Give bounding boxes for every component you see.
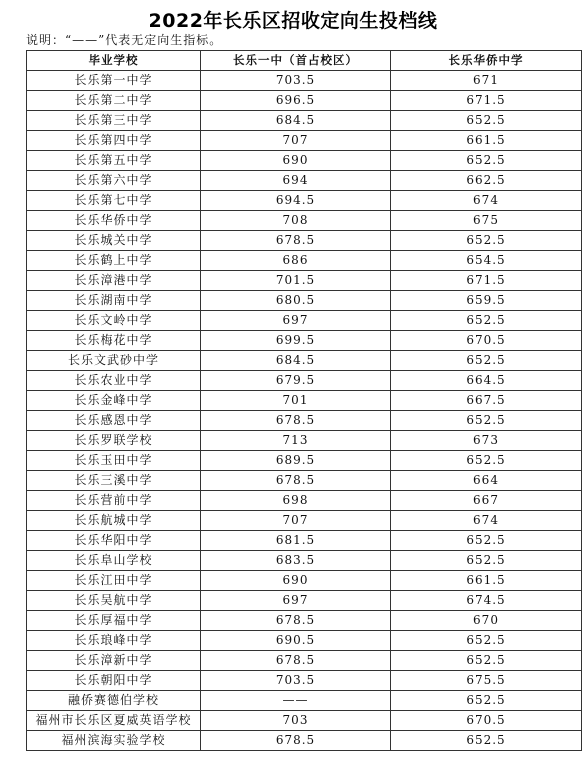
cell-huaqiao-score: 671.5 [391,91,582,111]
cell-huaqiao-score: 652.5 [391,651,582,671]
cell-school: 长乐第四中学 [27,131,201,151]
table-row [27,411,582,431]
cell-school: 长乐华阳中学 [27,531,201,551]
cell-huaqiao-score: 675.5 [391,671,582,691]
table-row [27,431,582,451]
cell-changle-no1-score: 701.5 [201,271,391,291]
cell-changle-no1-score: 689.5 [201,451,391,471]
cell-huaqiao-score: 670 [391,611,582,631]
cell-school: 长乐第一中学 [27,71,201,91]
cell-huaqiao-score: 671.5 [391,271,582,291]
cell-changle-no1-score: 698 [201,491,391,511]
table-row [27,211,582,231]
table-row [27,631,582,651]
cell-changle-no1-score: 690.5 [201,631,391,651]
table-row [27,331,582,351]
table-row [27,351,582,371]
cell-huaqiao-score: 664 [391,471,582,491]
cell-school: 长乐吴航中学 [27,591,201,611]
header-school: 毕业学校 [27,51,201,71]
note-text: 说明：“——”代表无定向生指标。 [26,33,223,47]
table-row [27,151,582,171]
table-row [27,91,582,111]
cell-changle-no1-score: 679.5 [201,371,391,391]
cell-huaqiao-score: 652.5 [391,691,582,711]
cell-huaqiao-score: 670.5 [391,711,582,731]
cell-huaqiao-score: 659.5 [391,291,582,311]
cell-school: 长乐漳港中学 [27,271,201,291]
table-row [27,651,582,671]
cell-school: 长乐航城中学 [27,511,201,531]
cell-huaqiao-score: 675 [391,211,582,231]
table-row [27,671,582,691]
cell-school: 长乐梅花中学 [27,331,201,351]
table-body [27,71,582,751]
table-row [27,451,582,471]
cell-school: 长乐三溪中学 [27,471,201,491]
table-row [27,471,582,491]
cell-school: 长乐第三中学 [27,111,201,131]
cell-school: 长乐第二中学 [27,91,201,111]
cell-huaqiao-score: 670.5 [391,331,582,351]
cell-school: 福州滨海实验学校 [27,731,201,751]
table-row [27,711,582,731]
cell-huaqiao-score: 652.5 [391,731,582,751]
cell-school: 长乐阜山学校 [27,551,201,571]
table-row [27,251,582,271]
table-row [27,731,582,751]
cell-school: 长乐罗联学校 [27,431,201,451]
cell-huaqiao-score: 662.5 [391,171,582,191]
cell-changle-no1-score: 678.5 [201,231,391,251]
cell-changle-no1-score: 690 [201,571,391,591]
cell-school: 长乐第七中学 [27,191,201,211]
cell-changle-no1-score: 683.5 [201,551,391,571]
cell-school: 长乐朝阳中学 [27,671,201,691]
cell-huaqiao-score: 652.5 [391,411,582,431]
cell-school: 长乐华侨中学 [27,211,201,231]
table-row [27,371,582,391]
cell-school: 长乐文岭中学 [27,311,201,331]
cell-changle-no1-score: 678.5 [201,471,391,491]
cell-school: 长乐第六中学 [27,171,201,191]
cell-school: 长乐感恩中学 [27,411,201,431]
cell-school: 长乐第五中学 [27,151,201,171]
table-row [27,191,582,211]
cell-huaqiao-score: 652.5 [391,631,582,651]
cell-school: 长乐琅峰中学 [27,631,201,651]
cell-huaqiao-score: 664.5 [391,371,582,391]
cell-changle-no1-score: —— [201,691,391,711]
cell-changle-no1-score: 678.5 [201,611,391,631]
cell-huaqiao-score: 652.5 [391,311,582,331]
cell-school: 长乐湖南中学 [27,291,201,311]
cell-school: 融侨赛德伯学校 [27,691,201,711]
cell-school: 长乐玉田中学 [27,451,201,471]
cell-changle-no1-score: 703 [201,711,391,731]
cell-huaqiao-score: 661.5 [391,131,582,151]
cell-huaqiao-score: 652.5 [391,351,582,371]
table-row [27,231,582,251]
cell-changle-no1-score: 684.5 [201,351,391,371]
cell-huaqiao-score: 652.5 [391,111,582,131]
cell-huaqiao-score: 667 [391,491,582,511]
cell-changle-no1-score: 694.5 [201,191,391,211]
cell-huaqiao-score: 673 [391,431,582,451]
cell-changle-no1-score: 686 [201,251,391,271]
cell-huaqiao-score: 674 [391,511,582,531]
cell-huaqiao-score: 652.5 [391,531,582,551]
table-row [27,131,582,151]
cell-changle-no1-score: 703.5 [201,71,391,91]
cell-school: 长乐漳新中学 [27,651,201,671]
table-row [27,571,582,591]
cell-changle-no1-score: 678.5 [201,411,391,431]
cell-changle-no1-score: 699.5 [201,331,391,351]
cell-huaqiao-score: 652.5 [391,151,582,171]
cell-huaqiao-score: 654.5 [391,251,582,271]
cell-huaqiao-score: 667.5 [391,391,582,411]
cell-changle-no1-score: 713 [201,431,391,451]
table-row [27,591,582,611]
cell-changle-no1-score: 696.5 [201,91,391,111]
cell-huaqiao-score: 661.5 [391,571,582,591]
cell-changle-no1-score: 703.5 [201,671,391,691]
cell-school: 长乐鹤上中学 [27,251,201,271]
cell-school: 长乐江田中学 [27,571,201,591]
cell-changle-no1-score: 697 [201,311,391,331]
cell-changle-no1-score: 678.5 [201,731,391,751]
table-row [27,271,582,291]
cell-changle-no1-score: 697 [201,591,391,611]
cell-school: 福州市长乐区夏威英语学校 [27,711,201,731]
cell-changle-no1-score: 681.5 [201,531,391,551]
cell-huaqiao-score: 652.5 [391,551,582,571]
table-row [27,71,582,91]
cell-school: 长乐农业中学 [27,371,201,391]
cell-school: 长乐城关中学 [27,231,201,251]
cell-huaqiao-score: 674.5 [391,591,582,611]
cell-changle-no1-score: 701 [201,391,391,411]
table-row [27,171,582,191]
table-row [27,391,582,411]
cell-changle-no1-score: 707 [201,511,391,531]
page-title: 2022年长乐区招收定向生投档线 [148,10,438,32]
table-row [27,111,582,131]
cell-changle-no1-score: 680.5 [201,291,391,311]
cell-school: 长乐金峰中学 [27,391,201,411]
score-table [26,50,582,751]
cell-school: 长乐厚福中学 [27,611,201,631]
cell-changle-no1-score: 694 [201,171,391,191]
cell-huaqiao-score: 652.5 [391,451,582,471]
cell-changle-no1-score: 678.5 [201,651,391,671]
cell-huaqiao-score: 671 [391,71,582,91]
cell-changle-no1-score: 708 [201,211,391,231]
table-row [27,511,582,531]
cell-changle-no1-score: 684.5 [201,111,391,131]
cell-changle-no1-score: 707 [201,131,391,151]
table-row [27,611,582,631]
table-header-row [27,51,582,71]
table-row [27,691,582,711]
cell-huaqiao-score: 674 [391,191,582,211]
table-row [27,491,582,511]
table-row [27,551,582,571]
cell-huaqiao-score: 652.5 [391,231,582,251]
cell-changle-no1-score: 690 [201,151,391,171]
table-row [27,311,582,331]
table-row [27,531,582,551]
table-row [27,291,582,311]
cell-school: 长乐营前中学 [27,491,201,511]
cell-school: 长乐文武砂中学 [27,351,201,371]
header-changle-no1: 长乐一中（首占校区） [201,51,391,71]
header-huaqiao: 长乐华侨中学 [391,51,582,71]
